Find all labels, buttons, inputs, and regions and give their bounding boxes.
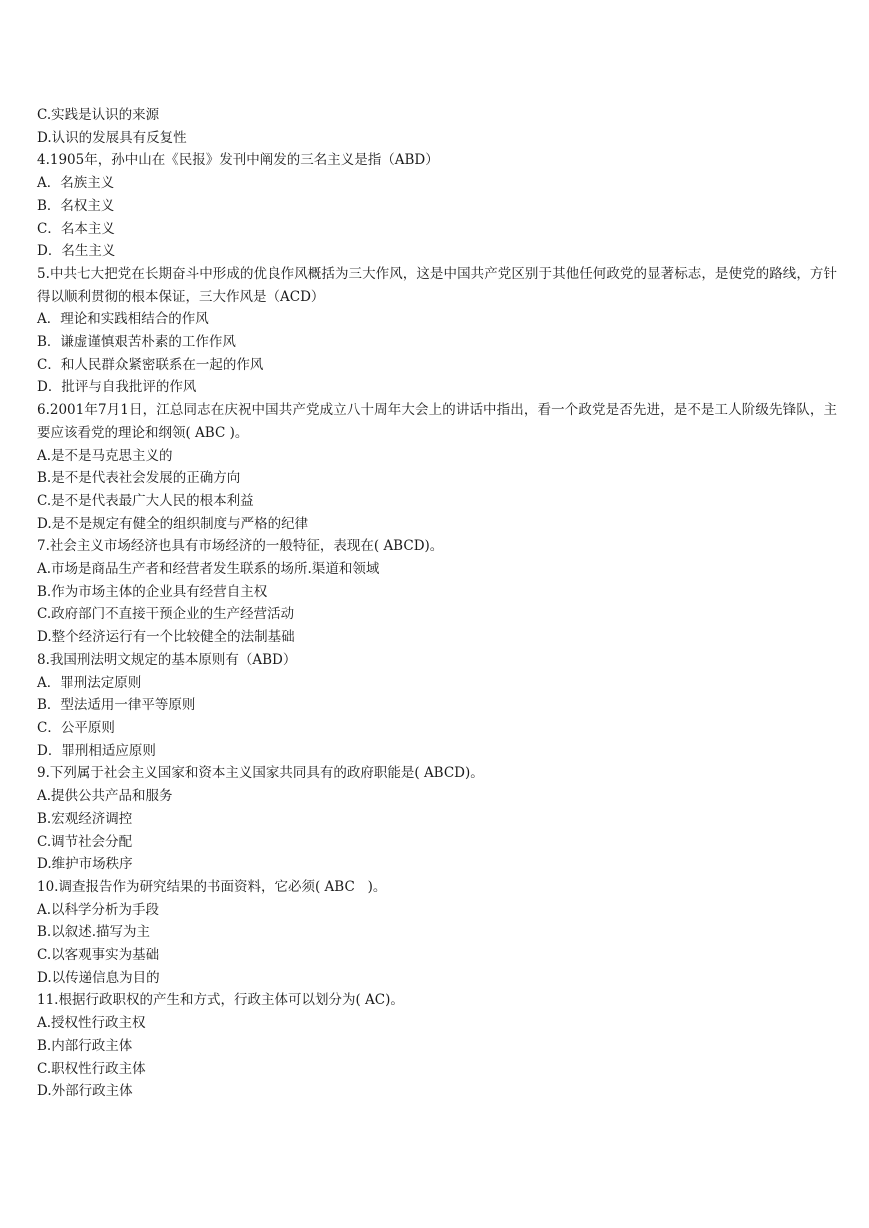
option-line: B．谦虚谨慎艰苦朴素的工作作风: [37, 334, 236, 351]
option-line: D.是不是规定有健全的组织制度与严格的纪律: [37, 515, 309, 532]
option-line: B.作为市场主体的企业具有经营自主权: [37, 583, 268, 600]
option-line: D．罪刑相适应原则: [37, 742, 156, 759]
option-line: D．批评与自我批评的作风: [37, 379, 197, 396]
option-line: B.是不是代表社会发展的正确方向: [37, 470, 241, 487]
option-line: B.以叙述.描写为主: [37, 924, 151, 941]
option-line: A．罪刑法定原则: [37, 674, 142, 691]
option-line: C.实践是认识的来源: [37, 107, 160, 123]
question-line: 8.我国刑法明文规定的基本原则有（ABD）: [37, 651, 297, 668]
option-line: C.以客观事实为基础: [37, 947, 160, 964]
option-line: C.职权性行政主体: [37, 1060, 146, 1077]
option-line: D.整个经济运行有一个比较健全的法制基础: [37, 629, 295, 646]
question-line: 4.1905年，孙中山在《民报》发刊中阐发的三名主义是指（ABD）: [37, 152, 439, 169]
option-line: C.是不是代表最广大人民的根本利益: [37, 492, 254, 509]
option-line: B．型法适用一律平等原则: [37, 697, 196, 714]
question-line: 5.中共七大把党在长期奋斗中形成的优良作风概括为三大作风，这是中国共产党区别于其他任何政党的显著标志，是使党的路线，方针得以顺利贯彻的根本保证，三大作风是（ACD）: [37, 265, 837, 305]
option-line: D.维护市场秩序: [37, 856, 133, 873]
option-line: D.外部行政主体: [37, 1083, 133, 1100]
option-line: D.认识的发展具有反复性: [37, 129, 187, 146]
question-line: 10.调查报告作为研究结果的书面资料，它必须( ABC )。: [37, 878, 387, 895]
option-line: A.提供公共产品和服务: [37, 788, 173, 805]
question-line: 6.2001年7月1日，江总同志在庆祝中国共产党成立八十周年大会上的讲话中指出，看一个政党是否先进，是不是工人阶级先锋队，主要应该看党的理论和纲领( ABC )。: [37, 402, 837, 441]
page-content: [37, 104, 837, 1103]
question-line: 11.根据行政职权的产生和方式，行政主体可以划分为( AC)。: [37, 992, 404, 1009]
option-line: B.宏观经济调控: [37, 810, 133, 827]
option-line: A.授权性行政主权: [37, 1015, 146, 1032]
option-line: A.市场是商品生产者和经营者发生联系的场所.渠道和领域: [37, 561, 380, 578]
question-line: 9.下列属于社会主义国家和资本主义国家共同具有的政府职能是( ABCD)。: [37, 765, 484, 782]
option-line: C.调节社会分配: [37, 833, 133, 850]
option-line: D.以传递信息为目的: [37, 969, 160, 986]
option-line: B．名权主义: [37, 197, 115, 214]
option-line: A.以科学分析为手段: [37, 901, 160, 918]
option-line: A．理论和实践相结合的作风: [37, 311, 209, 328]
option-line: C.政府部门不直接干预企业的生产经营活动: [37, 606, 295, 623]
option-line: C．公平原则: [37, 719, 115, 736]
option-line: A.是不是马克思主义的: [37, 447, 173, 464]
option-line: A．名族主义: [37, 175, 115, 192]
question-line: 7.社会主义市场经济也具有市场经济的一般特征，表现在( ABCD)。: [37, 538, 444, 555]
option-line: D．名生主义: [37, 243, 116, 260]
option-line: C．名本主义: [37, 220, 115, 237]
option-line: B.内部行政主体: [37, 1037, 133, 1054]
option-line: C．和人民群众紧密联系在一起的作风: [37, 356, 264, 373]
